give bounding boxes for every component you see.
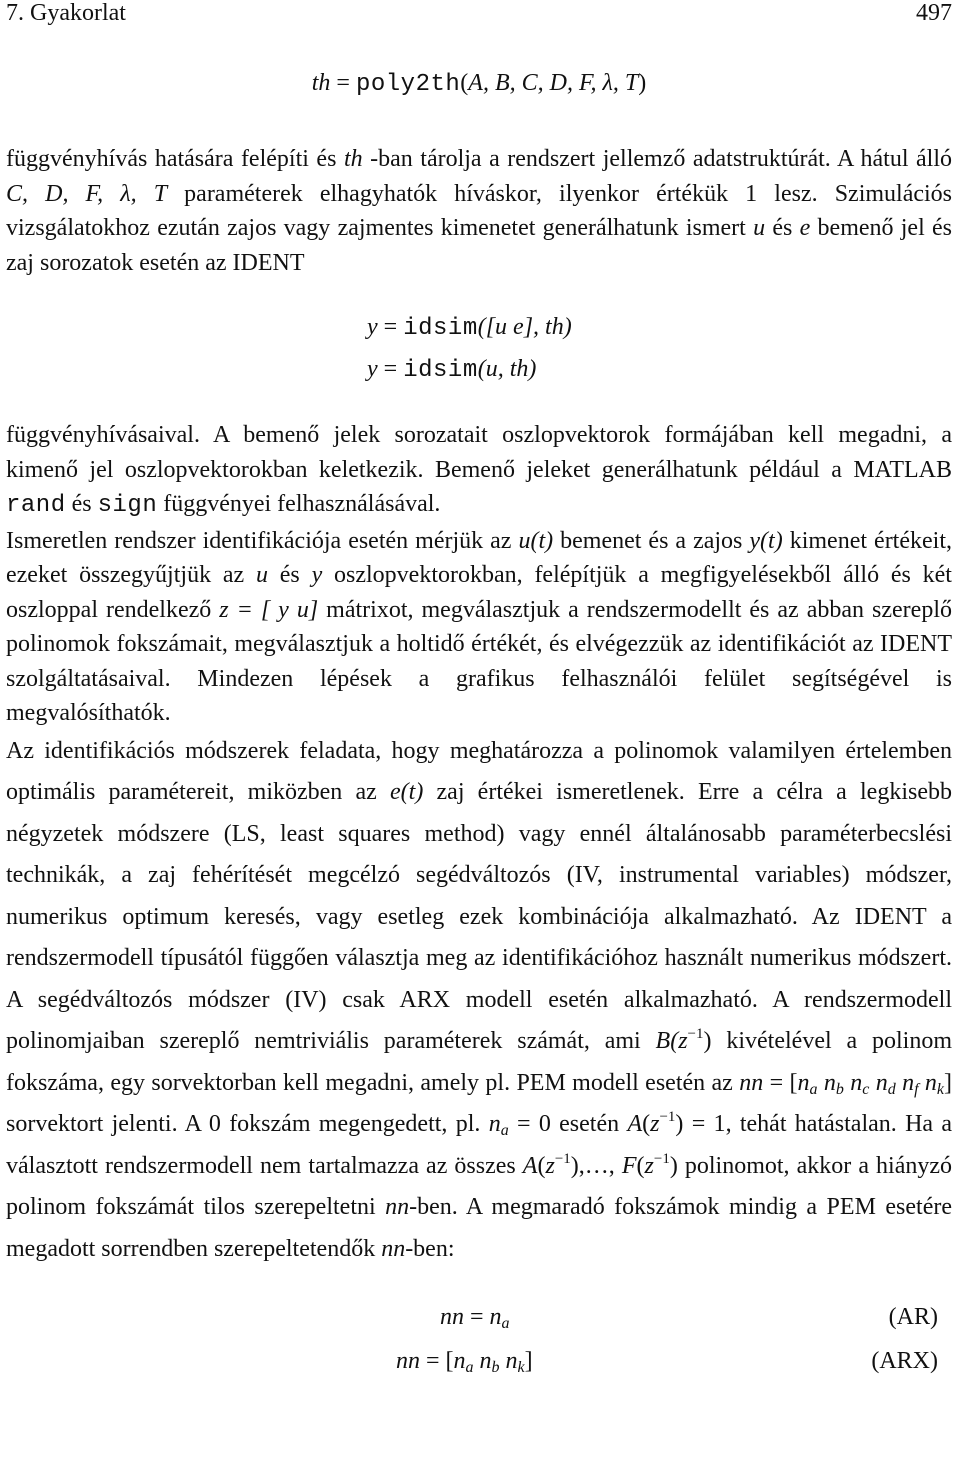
page-header	[6, 0, 952, 26]
paragraph-2: függvényhívásaival. A bemenő jelek sorozatait oszlopvektorok formájában kell megadni, a kimenő jel oszlopvektorokban keletkezik. Bemenő jeleket generálhatunk például a MATLAB rand és sign függvényei felhasználásával.	[6, 422, 952, 519]
idsim-line-1: y = idsim([u e], th)	[367, 314, 572, 342]
eq-lhs: th	[311, 70, 331, 96]
eq-function: poly2th	[355, 71, 461, 98]
final-equations	[6, 1304, 952, 1394]
ar-tag: (AR)	[888, 1304, 938, 1330]
paragraph-1: függvényhívás hatására felépíti és th -ban tárolja a rendszert jellemző adatstruktúrát. A hátul álló C, D, F, λ, T paraméterek elhagyhatók híváskor, ilyenkor értékük 1 lesz. Szimulációs vizsgálatokhoz ezután zajos vagy zajmentes kimenetet generálhatunk ismert u és e bemenő jel és zaj sorozatok esetén az IDENT	[6, 146, 953, 276]
idsim-line-2: y = idsim(u, th)	[367, 356, 537, 384]
page-number: 497	[916, 0, 952, 26]
eq-args: A, B, C, D, F, λ, T	[468, 70, 639, 96]
equation-idsim	[367, 307, 952, 391]
equation-ar: nn = $n_a$ (AR)	[440, 1304, 938, 1332]
arx-tag: (ARX)	[871, 1348, 938, 1374]
equation-poly2th: th = poly2th(A, B, C, D, F, λ, T)	[311, 70, 647, 98]
equation-arx: nn = [$n_a$ $n_b$ $n_k$] (ARX)	[396, 1348, 938, 1376]
chapter-title: 7. Gyakorlat	[6, 0, 126, 26]
paragraph-4: Az identifikációs módszerek feladata, hogy meghatározza a polinomok valamilyen értelemben optimális paramétereit, miközben az e(t) zaj értékei ismeretlenek. Erre a célra a legkisebb négyzetek módszere (LS, least squares method) vagy ennél általánosabb paraméterbecslési technikák, a zaj fehérítését megcélzó segédváltozós (IV, instrumental variables) módszer, numerikus optimum keresés, vagy esetleg ezek kombinációja alkalmazható. Az IDENT a rendszermodell típusától függően választja meg az identifikációhoz használt numerikus módszert. A segédváltozós módszer (IV) csak ARX modell esetén alkalmazható. A rendszermodell polinomjaiban szereplő nemtriviális paraméterek számát, ami $B(z^{-1})$ kivételével a polinom fokszáma, egy sorvektorban kell megadni, amely pl. PEM modell esetén az nn = [$n_a$ $n_b$ $n_c$ $n_d$ $n_f$ $n_k$] sorvektort jelenti. A 0 fokszám megengedett, pl. $n_a = 0$ esetén $A(z^{-1}) = 1$, tehát hatástalan. Ha a választott rendszermodell nem tartalmazza az összes $A(z^{-1}),\dots$, $F(z^{-1})$ polinomot, akkor a hiányzó polinom fokszámát tilos szerepeltetni nn-ben. A megmaradó fokszámok mindig a PEM esetére megadott sorrendben szerepeltetendők nn-ben:	[6, 737, 953, 1262]
paragraph-3: Ismeretlen rendszer identifikációja esetén mérjük az u(t) bemenet és a zajos y(t) kimenet értékeit, ezeket összegyűjtjük az u és y oszlopvektorokban, felépítjük a megfigyelésekből álló és két oszloppal rendelkező z = [ y u] mátrixot, megválasztjuk a rendszermodellt és az abban szereplő polinomok fokszámait, megválasztjuk a holtidő értékét, és elvégezzük az identifikációt az IDENT szolgáltatásaival. Mindezen lépések a grafikus felhasználói felület segítségével is megvalósíthatók.	[6, 527, 952, 726]
